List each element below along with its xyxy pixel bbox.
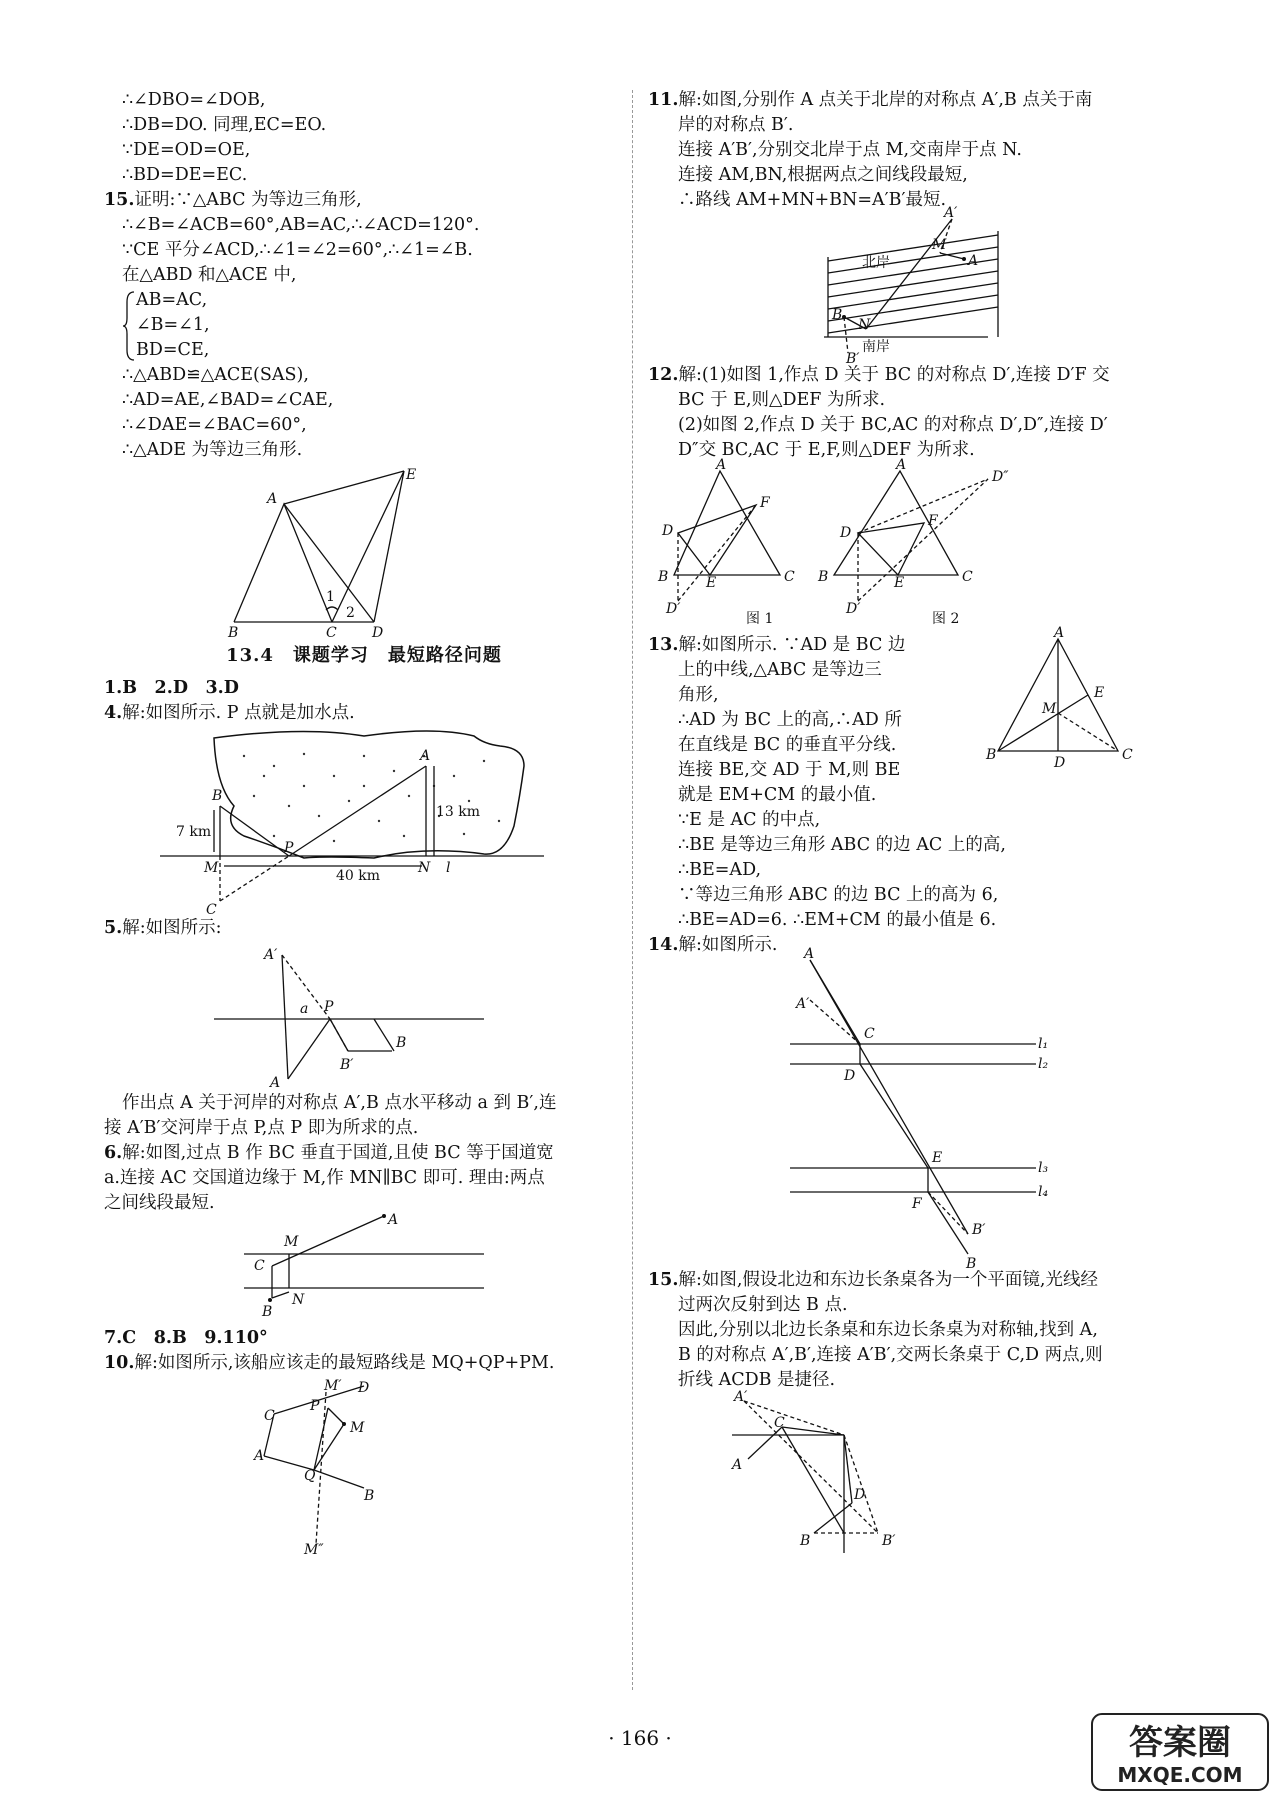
text-line: 解:如图所示. <box>678 935 778 955</box>
problem-6 <box>104 1141 624 1166</box>
lake-dots <box>243 753 500 842</box>
text-line: 角形, <box>678 685 719 705</box>
label-e: E <box>706 575 717 591</box>
figure-1-caption: 图 1 <box>746 611 774 627</box>
watermark-bottom: MXQE.COM <box>1117 1763 1243 1787</box>
label-c: C <box>774 1415 785 1431</box>
text-line: ∴BE=AD, <box>678 860 762 880</box>
text-line: ∴△ABD≌△ACE(SAS), <box>122 365 309 385</box>
column-divider <box>632 90 633 1690</box>
figure-13-triangle <box>978 625 1148 773</box>
label-d: D <box>844 1068 856 1084</box>
text-line: 接 A′B′交河岸于点 P,点 P 即为所求的点. <box>104 1118 419 1138</box>
text-line: ∠B=∠1, <box>136 315 210 335</box>
problem-number: 4. <box>104 703 123 723</box>
figure-lake-water-point <box>104 726 624 916</box>
label-a-prime: A′ <box>734 1389 748 1405</box>
label-f: F <box>928 513 938 529</box>
text-line: ∴∠DAE=∠BAC=60°, <box>122 415 307 435</box>
text-line: 折线 ACDB 是捷径. <box>678 1370 836 1390</box>
label-c: C <box>254 1258 265 1274</box>
label-c: C <box>1122 747 1133 763</box>
problem-number: 10. <box>104 1353 135 1373</box>
label-m: M <box>1042 701 1057 717</box>
label-b-prime: B′ <box>340 1057 354 1073</box>
label-c: C <box>962 569 973 585</box>
label-l3: l₃ <box>1038 1160 1049 1176</box>
label-p: P <box>284 840 294 856</box>
problem-number: 6. <box>104 1143 123 1163</box>
label-d-prime: D′ <box>666 601 681 617</box>
text-line: ∵CE 平分∠ACD,∴∠1=∠2=60°,∴∠1=∠B. <box>122 240 473 260</box>
label-l4: l₄ <box>1038 1184 1049 1200</box>
text-line: 解:如图,假设北边和东边长条桌各为一个平面镜,光线经 <box>678 1270 1098 1290</box>
brace-icon <box>122 290 136 362</box>
problem-number: 15. <box>104 190 135 210</box>
text-line: 解:如图,分别作 A 点关于北岸的对称点 A′,B 点关于南 <box>678 90 1093 110</box>
label-d-double-prime: D″ <box>992 469 1009 485</box>
problem-10 <box>104 1351 624 1376</box>
figure-boat-route <box>104 1376 624 1556</box>
left-column <box>104 88 624 1556</box>
label-a: A <box>388 1212 399 1228</box>
label-d: D <box>1054 755 1066 771</box>
label-d-prime: D′ <box>846 601 861 617</box>
text-line: 证明:∵△ABC 为等边三角形, <box>134 190 362 210</box>
figure-14-parallel-lines <box>648 946 1176 1272</box>
label-m-prime: M′ <box>324 1378 342 1394</box>
label-b: B <box>966 1256 977 1272</box>
label-f: F <box>760 495 770 511</box>
text-line: 解:如图所示. ∵AD 是 BC 边 <box>678 635 906 655</box>
text-line: B 的对称点 A′,B′,连接 A′B′,交两长条桌于 C,D 两点,则 <box>678 1345 1103 1365</box>
problem-number: 5. <box>104 918 123 938</box>
label-d: D <box>840 525 852 541</box>
figure-2-caption: 图 2 <box>932 611 960 627</box>
label-b: B <box>396 1035 407 1051</box>
text-line: 解:如图所示: <box>122 918 222 938</box>
problem-14 <box>648 933 1176 958</box>
label-b: B <box>228 625 239 641</box>
label-a: A <box>267 491 278 507</box>
page-number: · 166 · <box>608 1726 672 1750</box>
label-a-prime: A′ <box>264 947 278 963</box>
label-a: A <box>896 457 907 473</box>
text-line: 解:如图所示,该船应该走的最短路线是 MQ+QP+PM. <box>134 1353 555 1373</box>
label-d: D <box>854 1487 866 1503</box>
text-line: a.连接 AC 交国道边缘于 M,作 MN∥BC 即可. 理由:两点 <box>104 1168 545 1188</box>
label-c: C <box>264 1408 275 1424</box>
problem-number: 11. <box>648 90 679 110</box>
label-b: B <box>262 1304 273 1320</box>
label-c: C <box>206 902 217 918</box>
label-c: C <box>784 569 795 585</box>
watermark-top: 答案圈 <box>1129 1723 1231 1763</box>
problem-number: 13. <box>648 635 679 655</box>
text-line: BC 于 E,则△DEF 为所求. <box>678 390 886 410</box>
label-a-shift: a <box>300 1001 309 1017</box>
label-e: E <box>406 467 417 483</box>
label-13km: 13 km <box>436 804 481 820</box>
label-b-prime: B′ <box>972 1222 986 1238</box>
label-e: E <box>1094 685 1105 701</box>
label-a: A <box>1054 625 1065 641</box>
problem-4 <box>104 701 624 726</box>
label-d: D <box>372 625 384 641</box>
label-e: E <box>932 1150 943 1166</box>
text-line: 岸的对称点 B′. <box>678 115 794 135</box>
label-b: B <box>658 569 669 585</box>
label-a: A <box>804 946 815 962</box>
problem-number: 14. <box>648 935 679 955</box>
text-line: 过两次反射到达 B 点. <box>678 1295 848 1315</box>
answers-7-9: 7.C 8.B 9.110° <box>104 1328 268 1348</box>
text-line: ∵DE=OD=OE, <box>122 140 251 160</box>
label-b: B <box>818 569 829 585</box>
label-f: F <box>912 1196 922 1212</box>
text-line: (2)如图 2,作点 D 关于 BC,AC 的对称点 D′,D″,连接 D′ <box>678 415 1108 435</box>
label-m: M <box>284 1234 299 1250</box>
label-b: B <box>986 747 997 763</box>
label-l1: l₁ <box>1038 1036 1049 1052</box>
problem-11 <box>648 88 1176 113</box>
watermark-logo <box>1090 1712 1270 1792</box>
text-line: ∴BE 是等边三角形 ABC 的边 AC 上的高, <box>678 835 1006 855</box>
label-angle-2: 2 <box>346 605 355 621</box>
problem-15 <box>104 188 624 213</box>
right-column <box>648 88 1176 1563</box>
label-c: C <box>864 1026 875 1042</box>
label-c: C <box>326 625 337 641</box>
label-a-prime: A′ <box>796 996 810 1012</box>
text-line: 解:如图,过点 B 作 BC 垂直于国道,且使 BC 等于国道宽 <box>122 1143 554 1163</box>
label-b: B <box>832 307 843 323</box>
text-line: ∵E 是 AC 的中点, <box>678 810 821 830</box>
text-line: 解:(1)如图 1,作点 D 关于 BC 的对称点 D′,连接 D′F 交 <box>678 365 1110 385</box>
label-p: P <box>310 1398 320 1414</box>
label-d: D <box>358 1380 370 1396</box>
label-angle-1: 1 <box>326 589 335 605</box>
figure-15-mirrors <box>648 1389 1176 1563</box>
figure-12-triangles <box>648 457 1176 633</box>
text-line: 解:如图所示. P 点就是加水点. <box>122 703 355 723</box>
text-line: ∴DB=DO. 同理,EC=EO. <box>122 115 327 135</box>
text-line: ∴BD=DE=EC. <box>122 165 248 185</box>
label-south-bank: 南岸 <box>862 339 890 355</box>
text-line: ∴∠DBO=∠DOB, <box>122 90 266 110</box>
text-line: ∴∠B=∠ACB=60°,AB=AC,∴∠ACD=120°. <box>122 215 480 235</box>
figure-equilateral-abd-ace <box>104 467 624 641</box>
label-40km: 40 km <box>336 868 381 884</box>
label-a: A <box>732 1457 743 1473</box>
text-line: ∵等边三角形 ABC 的边 BC 上的高为 6, <box>678 885 999 905</box>
label-m: M <box>204 860 219 876</box>
problem-number: 15. <box>648 1270 679 1290</box>
label-north-bank: 北岸 <box>862 255 890 271</box>
text-line: 在直线是 BC 的垂直平分线. <box>678 735 897 755</box>
text-line: ∴BE=AD=6. ∴EM+CM 的最小值是 6. <box>678 910 997 930</box>
text-line: 连接 A′B′,分别交北岸于点 M,交南岸于点 N. <box>678 140 1022 160</box>
label-e: E <box>894 575 905 591</box>
figure-highway-bridge <box>104 1212 624 1326</box>
label-a-prime: A′ <box>944 205 958 221</box>
problem-13-block <box>648 625 1176 933</box>
text-line: D″交 BC,AC 于 E,F,则△DEF 为所求. <box>678 440 975 460</box>
label-l2: l₂ <box>1038 1056 1049 1072</box>
text-line: 就是 EM+CM 的最小值. <box>678 785 877 805</box>
label-b: B <box>364 1488 375 1504</box>
text-line: 连接 AM,BN,根据两点之间线段最短, <box>678 165 968 185</box>
label-b-prime: B′ <box>882 1533 896 1549</box>
text-line: 在△ABD 和△ACE 中, <box>122 265 297 285</box>
label-n: N <box>858 317 871 333</box>
label-n: N <box>292 1292 305 1308</box>
problem-12 <box>648 363 1176 388</box>
label-b-prime: B′ <box>846 351 860 367</box>
equation-system <box>104 288 624 363</box>
text-line: 因此,分别以北边长条桌和东边长条桌为对称轴,找到 A, <box>678 1320 1098 1340</box>
label-7km: 7 km <box>176 824 212 840</box>
label-a: A <box>420 748 431 764</box>
text-line: ∴AD=AE,∠BAD=∠CAE, <box>122 390 334 410</box>
figure-river-banks <box>648 205 1176 367</box>
label-b: B <box>212 788 223 804</box>
text-line: ∴路线 AM+MN+BN=A′B′最短. <box>678 190 947 210</box>
label-b: B <box>800 1533 811 1549</box>
text-line: ∴△ADE 为等边三角形. <box>122 440 303 460</box>
problem-5 <box>104 916 624 941</box>
text-line: BD=CE, <box>136 340 210 360</box>
label-l: l <box>446 860 451 876</box>
text-line: AB=AC, <box>136 290 208 310</box>
problem-number: 12. <box>648 365 679 385</box>
label-a: A <box>270 1075 281 1091</box>
label-a: A <box>716 457 727 473</box>
label-m: M <box>932 237 947 253</box>
section-title: 13.4 课题学习 最短路径问题 <box>226 645 502 666</box>
text-line: 之间线段最短. <box>104 1193 215 1213</box>
label-d: D <box>662 523 674 539</box>
problem-15b <box>648 1268 1176 1293</box>
figure-river-translation <box>104 941 624 1091</box>
text-line: 作出点 A 关于河岸的对称点 A′,B 点水平移动 a 到 B′,连 <box>122 1093 557 1113</box>
label-m-double-prime: M″ <box>304 1542 324 1558</box>
label-n: N <box>418 860 431 876</box>
label-m: M <box>350 1420 365 1436</box>
answers-1-3: 1.B 2.D 3.D <box>104 678 239 698</box>
label-a: A <box>254 1448 265 1464</box>
label-a: A <box>968 253 979 269</box>
label-p: P <box>324 999 334 1015</box>
text-line: ∴AD 为 BC 上的高,∴AD 所 <box>678 710 902 730</box>
label-q: Q <box>304 1468 316 1484</box>
text-line: 上的中线,△ABC 是等边三 <box>678 660 882 680</box>
text-line: 连接 BE,交 AD 于 M,则 BE <box>678 760 901 780</box>
